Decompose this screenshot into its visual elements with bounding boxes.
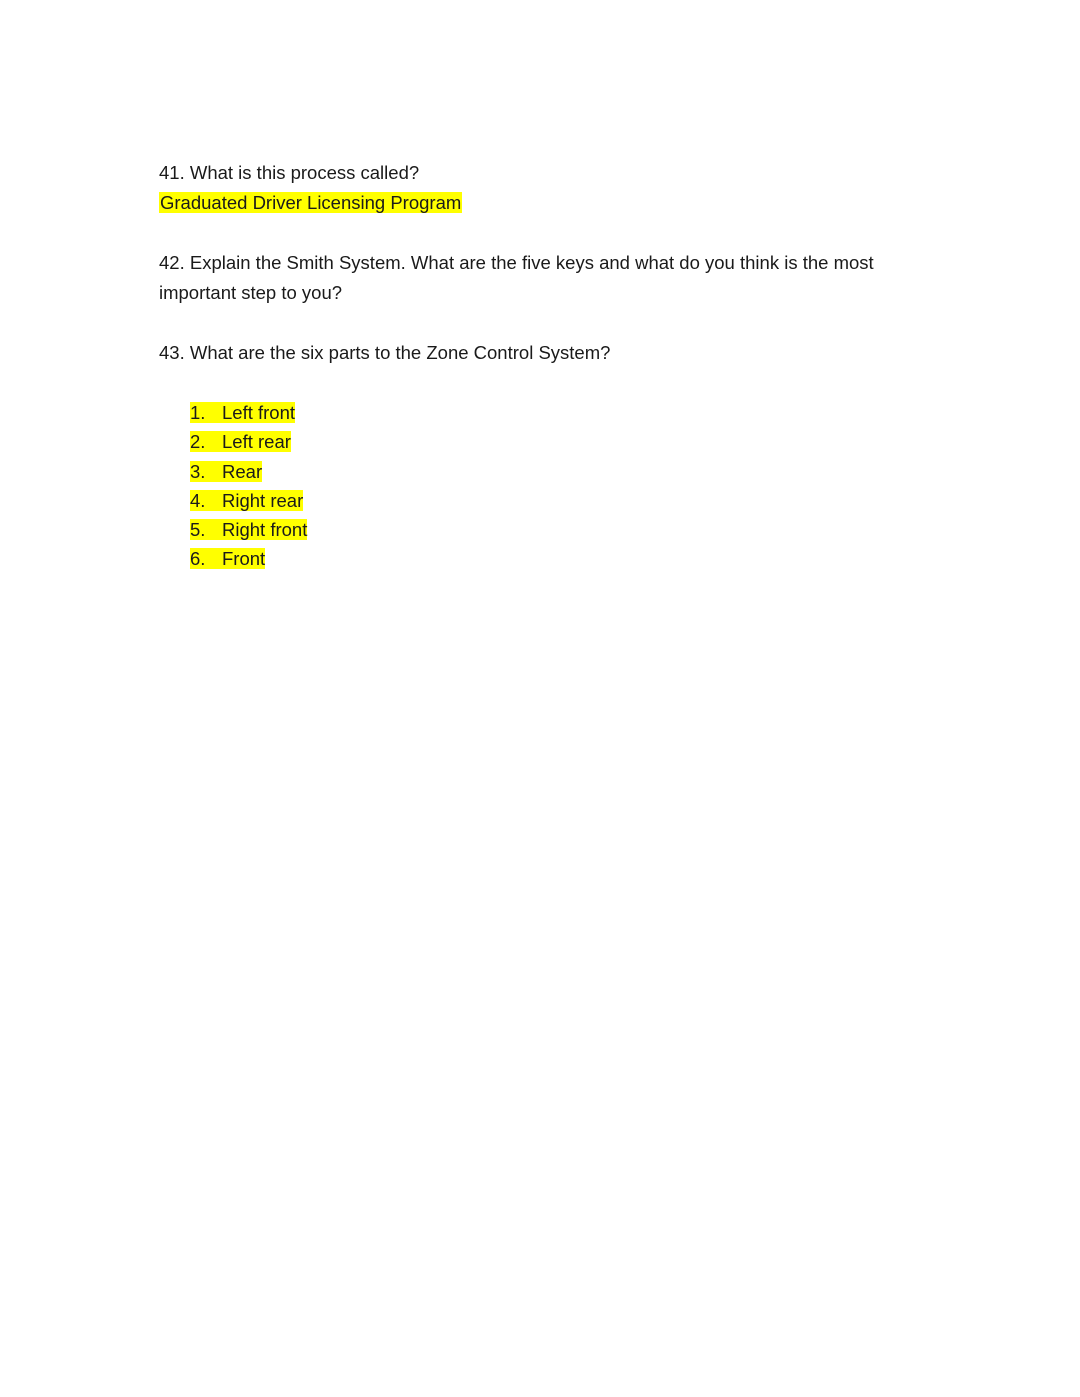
list-item <box>190 457 939 486</box>
list-item <box>190 544 939 573</box>
list-item-number: 5. <box>190 519 206 541</box>
list-item-number: 6. <box>190 548 206 570</box>
zone-item-highlight <box>190 402 295 423</box>
answer-41 <box>159 188 939 218</box>
spacer <box>159 308 939 338</box>
list-item <box>190 486 939 515</box>
answer-41-highlight: Graduated Driver Licensing Program <box>160 192 462 213</box>
zone-item-highlight <box>190 431 291 452</box>
question-42-line-2: important step to you? <box>159 282 343 303</box>
list-item-label: Right front <box>222 519 308 541</box>
list-item <box>190 398 939 427</box>
list-item-label: Rear <box>222 460 263 482</box>
spacer <box>159 368 939 398</box>
zone-item-highlight <box>190 548 265 569</box>
list-item-label: Front <box>222 548 266 570</box>
list-item-number: 3. <box>190 460 206 482</box>
zone-item-highlight <box>190 461 262 482</box>
list-item-number: 1. <box>190 402 206 423</box>
question-42-line-1: 42. Explain the Smith System. What are the five keys and what do you think is the most <box>159 252 874 273</box>
list-item-label: Right rear <box>222 489 304 511</box>
list-item-label: Left front <box>222 402 296 423</box>
zone-item-highlight <box>190 490 303 511</box>
list-item-number: 2. <box>190 431 206 453</box>
question-41: 41. What is this process called? <box>159 162 420 183</box>
list-item-number: 4. <box>190 489 206 511</box>
zone-item-highlight <box>190 519 307 540</box>
list-item-label: Left rear <box>222 431 291 453</box>
question-43: 43. What are the six parts to the Zone Control System? <box>159 342 611 363</box>
list-item <box>190 427 939 456</box>
document-content <box>159 158 939 574</box>
zone-control-list <box>159 398 939 574</box>
list-item <box>190 515 939 544</box>
spacer <box>159 218 939 248</box>
